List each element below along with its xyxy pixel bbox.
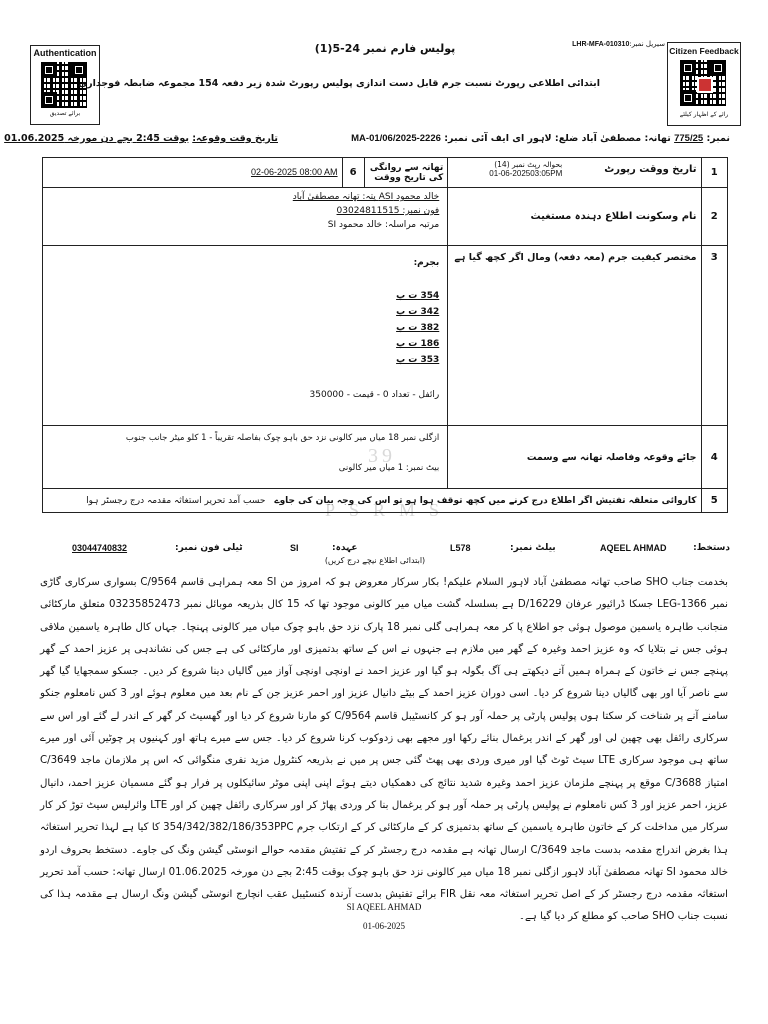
row-number: 2 [701, 188, 727, 246]
crime-section: 354 ت پ [396, 291, 440, 301]
form-title: پولیس فارم نمبر 24-5(1) [314, 42, 456, 55]
serial-number-label: سیریل نمبر: [629, 40, 665, 48]
table-row [43, 489, 728, 513]
crime-label: بجرم: [413, 258, 440, 268]
crime-details [43, 246, 448, 426]
table-row [43, 246, 728, 426]
authentication-caption: برائے تصدیق [49, 110, 81, 117]
footer-officer: SI AQEEL AHMAD [346, 902, 422, 912]
crime-section: 353 ت پ [396, 355, 440, 365]
citizen-feedback-qr-code[interactable] [680, 60, 726, 106]
footer-date: 01-06-2025 [363, 921, 405, 931]
fir-table [42, 157, 728, 513]
first-info-note: (ابتدائی اطلاع نیچے درج کریں) [324, 556, 426, 565]
table-row [43, 188, 728, 246]
place-details [43, 426, 448, 489]
row-number: 5 [701, 489, 727, 513]
crime-section: 186 ت پ [396, 339, 440, 349]
report-datetime-label: تاریخ ووقت رپورٹ [604, 163, 697, 175]
rank-label: عہدہ: [332, 543, 358, 553]
watermark-text: PSRMS [325, 500, 454, 520]
form-subtitle: ابتدائی اطلاعی رپورٹ نسبت جرم قابل دست اندازی پولیس رپورٹ شدہ زیر دفعہ 154 مجموعہ ضابطہ فوجداری [78, 78, 600, 89]
serial-number-value: LHR-MFA-010310 [572, 41, 630, 48]
fir-meta-line [351, 133, 730, 144]
action-value: حسب آمد تحریر استغاثہ مقدمہ درج رجسٹر ہوا [86, 495, 266, 506]
crime-section: 382 ت پ [396, 323, 440, 333]
informant-label: نام وسکونت اطلاع دہندہ مستغیث [448, 188, 701, 246]
occurrence-date-label: تاریخ وقت وقوعہ: [192, 133, 278, 144]
occurrence-place: ازگلی نمبر 18 میاں میر کالونی نزد حق باہو چوک بفاصلہ تقریباً - 1 کلو میٹر جانب جنوب [125, 433, 440, 443]
serial-number [560, 40, 665, 48]
departure-label: تھانہ سے روانگی کی تاریخ ووقت [364, 158, 448, 188]
table-row [43, 426, 728, 489]
fir-no: 775/25 [674, 133, 704, 144]
citizen-feedback-caption: رائے کے اظہار کیلئے [679, 111, 729, 118]
occurrence-date-value: بوقت 2:45 بجے دن مورخہ 01.06.2025 [4, 133, 189, 144]
citizen-feedback-label: Citizen Feedback [669, 46, 739, 56]
fir-no-label: نمبر: [706, 133, 730, 144]
action-label: کاروائی متعلقہ تفتیش اگر اطلاع درج کرنے میں کچھ توقف ہوا ہو تو اس کی وجہ بیان کی جاوے [274, 495, 697, 506]
belt-number: L578 [450, 543, 471, 553]
informant-phone: فون نمبر: 03024811515 [336, 206, 440, 216]
crime-summary-label: مختصر کیفیت جرم (معہ دفعہ) ومال اگر کچھ گیا ہے [448, 246, 701, 426]
row-number: 4 [701, 426, 727, 489]
report-datetime: 01-06-202503:05PM [489, 169, 563, 178]
fir-narrative: بخدمت جناب SHO صاحب تھانہ مصطفیٰ آباد لاہور السلام علیکم! بکار سرکار معروض ہو کہ امروز من SI معہ ہمراہی قاسم 9564/C بسواری سرکاری گاڑی نمبر LEG-1366 جسکا ڈرائیور عرفان 16229/D ہے بسلسلہ گشت میاں میر کالونی موجود تھا کہ 15 کال بذریعہ موبائل نمبر 03235852473 متعلق مارکٹائی منجانب طاہرہ یاسمین موصول ہوئی جو اطلاع پا کر معہ ہمراہی گلی نمبر 18 پارک نزد حق باہو چوک میاں میر کالونی پہنچا۔ جہاں کال طاہرہ یاسمین ملاقی ہوئی جس نے بتلایا کہ وہ عزیز احمد وغیرہ کے گھر میں ملازم ہے جنہوں نے اس کے ساتھ بدتمیزی اور مارکٹائی کی ہے جس کی نشاندہی پر عزیز احمد کے گھر پہنچے جس نے خاتون کے ہمراہ ہمیں آتے دیکھتے ہی آگ بگولہ ہو گیا اور عزیز احمد نے اونچی اونچی آواز میں گالیاں دینا شروع کر دیں۔ جسکو سمجھایا گیا گھر سے ناصر آیا اور بھی گالیاں دینا شروع کر دیا۔ اسی دوران عزیز احمد کے بیٹے دانیال عزیز اور احمر عزیز جن کے نام بعد میں معلوم ہوئے اور 3 کس نامعلوم جنکو سامنے آنے پر شناخت کر سکتا ہوں پولیس پارٹی پر حملہ آور ہو کر کانسٹیبل قاسم 9564/C کو مارنا شروع کر دیا اور گھسیٹ کر گھر کے اندر لے گئے اور اس سے سرکاری رائفل بھی چھین لی اور گھر کے اندر یرغمال بنائے رکھا اور مجھے بھی زدوکوب کرنا شروع کر دیا۔ جس سے میرے ہاتھ اور کہنیوں پر چوٹیں آئی اور میرے ساتھ ہی موجود سرکاری LTE سیٹ ٹوٹ گیا اور میری وردی بھی پھٹ گئی جس پر میں نے بذریعہ کنٹرول مزید نفری منگوائی کہ اس پر ملازمان ماجد 3649/C امتیاز 3688/C موقع پر پہنچے ملزمان عزیز احمد وغیرہ شدید نتائج کی دھمکیاں دیتے ہوئے اپنی اپنی موٹر سائیکلوں پر فرار ہو گئے مسمیان عزیز احمد، دانیال عزیز، احمر عزیز اور 3 کس نامعلوم نے پولیس پارٹی پر حملہ آور ہو کر یرغمال بنا کر وردی پھاڑ کر اور سرکاری رائفل چھین کر اور LTE وائرلیس سیٹ توڑ کر کار سرکار میں مداخلت کر کے خاتون طاہرہ یاسمین کے ساتھ بدتمیزی کر کے مارکٹائی کر کے ارتکاب جرم 354/342/382/186/353PPC کا کیا ہے لہذا تحریر استغاثہ ہذا بغرض اندراج مقدمہ بدست ماجد 3649/C ارسال تھانہ ہے مقدمہ درج رجسٹر کر کے تفتیش مقدمہ حوالے انوسٹی گیشن ونگ کی جاوے۔ دستخط بحروف اردو خالد محمود SI تھانہ مصطفیٰ آباد لاہور ازگلی نمبر 18 میاں میر کالونی نزد حق باہو چوک بوقت 2:45 بجے دن مورخہ 01.06.2025 ارسال تھانہ: حسب آمد تحریر استغاثہ مقدمہ درج رجسٹر کر کے اصل تحریر استغاثہ معہ نقل FIR برائے تفتیش بدست آرندہ کنسٹیبل عقب انچارج انوسٹی گیشن ونگ ارسال ہے مقدمہ ہذا کی نسبت جناب SHO صاحب کو مطلع کر دیا گیا ہے۔ [40, 577, 729, 923]
phone-number: 03044740832 [72, 543, 128, 553]
authentication-label: Authentication [33, 48, 97, 58]
thana-label: تھانہ: [644, 133, 671, 144]
row-number: 1 [701, 158, 727, 188]
signature-line [40, 543, 730, 557]
informant-name: خالد محمود ASI پتہ: تھانہ مصطفیٰ آباد [292, 192, 440, 202]
signature-label: دستخط: [693, 543, 730, 553]
informant-details [43, 188, 448, 246]
place-label: جائے وقوعہ وفاصلہ تھانہ سے وسمت [448, 426, 701, 489]
district-label: ضلع: [554, 133, 579, 144]
rank-value: SI [290, 543, 299, 553]
departure-datetime-value: 02-06-2025 08:00 AM [43, 158, 343, 188]
efir-number: MA-01/06/2025-2226 [351, 133, 441, 144]
phone-label: ٹیلی فون نمبر: [175, 543, 243, 553]
occurrence-date [4, 133, 278, 144]
informant-compiler: مرتبہ مراسلہ: خالد محمود SI [327, 220, 440, 230]
watermark-number: 39 [368, 445, 396, 467]
officer-name: AQEEL AHMAD [600, 543, 667, 553]
report-reference: بحوالہ رپٹ نمبر (14) [494, 160, 563, 169]
efir-label: ای ایف آئی نمبر: [444, 133, 525, 144]
action-cell [43, 489, 702, 513]
citizen-feedback-qr-box [667, 42, 741, 126]
report-datetime-cell [448, 158, 701, 188]
thana-name: مصطفیٰ آباد [581, 133, 642, 144]
beat-number: بیٹ نمبر: 1 میاں میر کالونی [338, 463, 440, 473]
table-row [43, 158, 728, 188]
departure-row-number: 6 [342, 158, 364, 188]
stolen-property: رائفل - تعداد 0 - قیمت - 350000 [309, 390, 440, 400]
district-name: لاہور [527, 133, 552, 144]
crime-section: 342 ت پ [396, 307, 440, 317]
row-number: 3 [701, 246, 727, 426]
belt-label: بیلٹ نمبر: [510, 543, 556, 553]
